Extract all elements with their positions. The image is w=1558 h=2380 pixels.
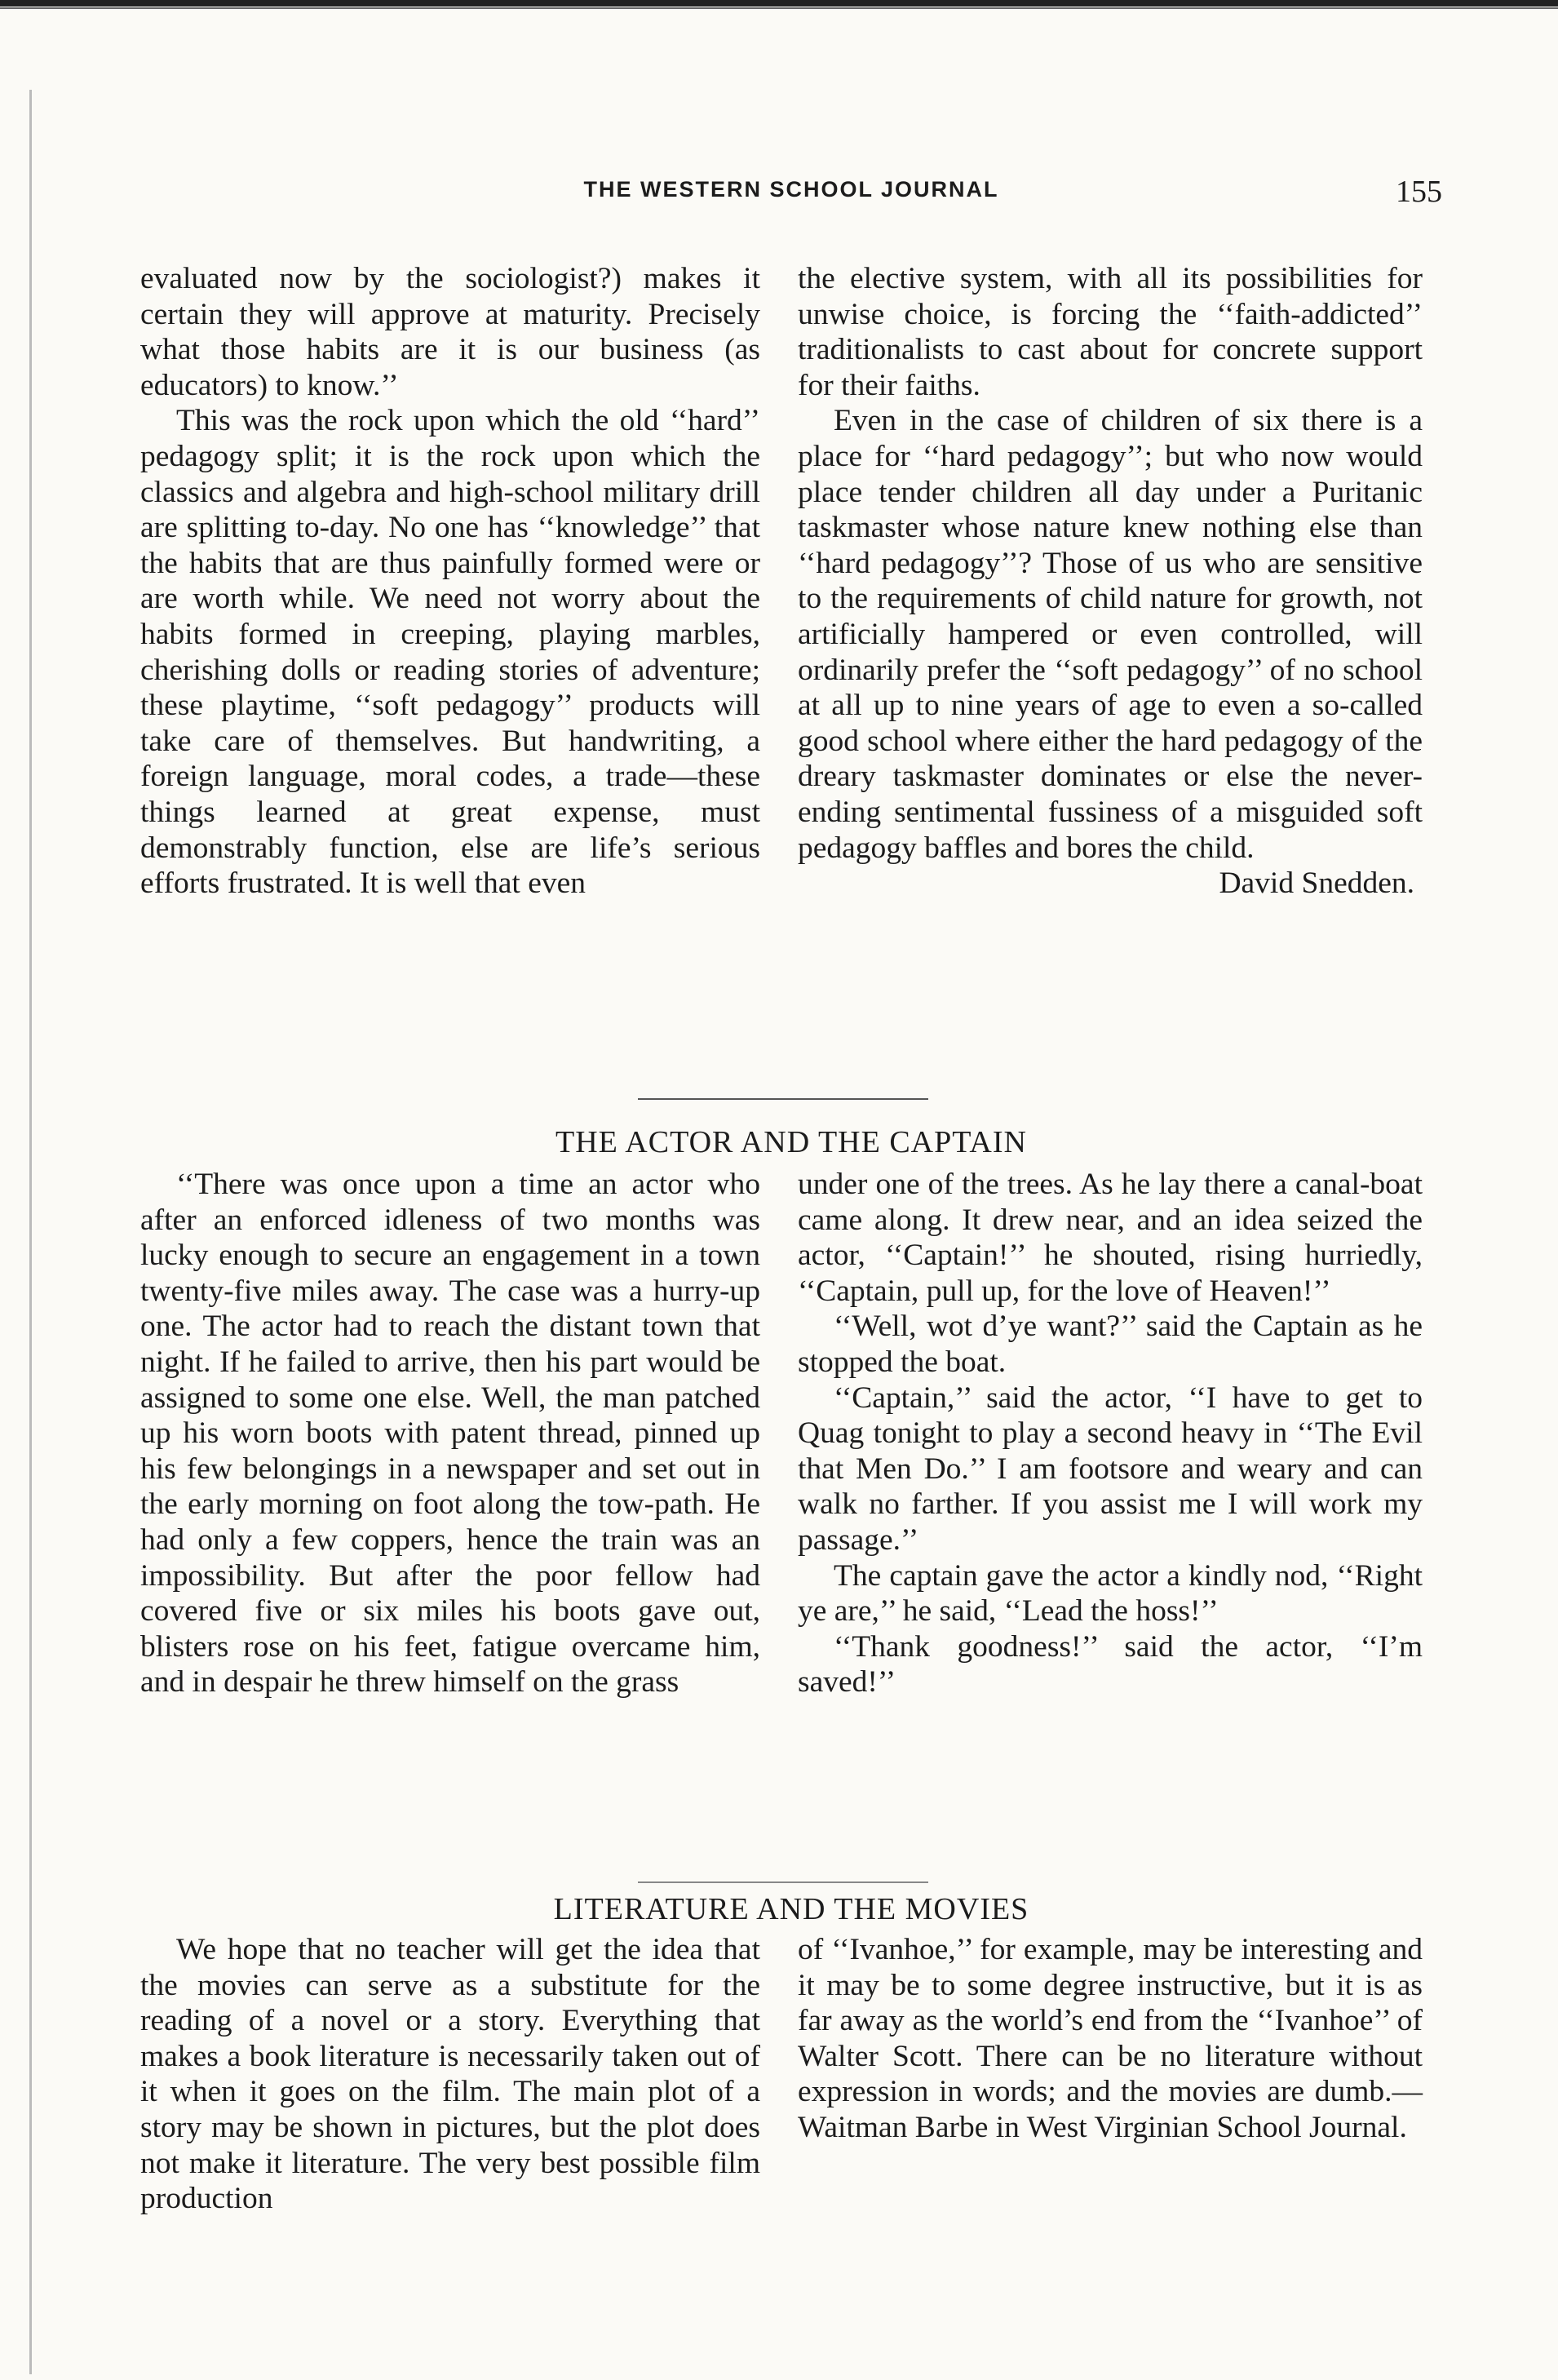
article2-paragraph: ‘‘Thank goodness!’’ said the actor, ‘‘I’m saved!’’ [798,1629,1423,1700]
article1-left-column [140,261,760,902]
journal-title: THE WESTERN SCHOOL JOURNAL [583,177,999,202]
article2-right-column [798,1167,1423,1700]
article1-right-column [798,261,1423,902]
page-left-edge [29,90,32,2374]
article2-paragraph: ‘‘There was once upon a time an actor who after an enforced idleness of two months was lucky enough to secure an engagement in a town twenty-five miles away. The case was a hurry-up one. The actor had to reach the distant town that night. If he failed to arrive, then his part would be assigned to some one else. Well, the man patched up his worn boots with patent thread, pinned up his few belongings in a newspaper and set out in the early morning on foot along the tow-path. He had only a few coppers, hence the train was an impossibility. But after the poor fellow had covered five or six miles his boots gave out, blisters rose on his feet, fatigue overcame him, and in despair he threw himself on the grass [140,1168,760,1700]
article2-paragraph: The captain gave the actor a kindly nod, ‘‘Right ye are,’’ he said, ‘‘Lead the hoss!’’ [798,1558,1423,1629]
article1-signature: David Snedden. [1219,866,1414,901]
page-top-border [0,0,1558,7]
page-number: 155 [1396,175,1442,209]
article1-paragraph: evaluated now by the sociologist?) makes it certain they will approve at maturity. Precisely what those habits are it is our business (as educators) to know.’’ [140,262,760,402]
article3-right-column [798,1932,1423,2146]
article1-paragraph: This was the rock upon which the old ‘‘hard’’ pedagogy split; it is the rock upon which the classics and algebra and high-school military drill are splitting to-day. No one has ‘‘knowledge’’ that the habits that are thus painfully formed were or are worth while. We need not worry about the habits formed in creeping, playing marbles, cherishing dolls or reading stories of adventure; these playtime, ‘‘soft pedagogy’’ products will take care of themselves. But handwriting, a foreign language, moral codes, a trade—these things learned at great expense, must demonstrably function, else are life’s serious efforts frustrated. It is well that even [140,404,760,901]
article1-paragraph: Even in the case of children of six there is a place for ‘‘hard pedagogy’’; but who now would place tender children all day under a Puritanic taskmaster whose nature knew nothing else than ‘‘hard pedagogy’’? Those of us who are sensitive to the requirements of child nature for growth, not artificially hampered or even controlled, will ordinarily prefer the ‘‘soft pedagogy’’ of no school at all up to nine years of age to even a so-called good school where either the hard pedagogy of the dreary taskmaster dominates or else the never-ending sentimental fussiness of a misguided soft pedagogy baffles and bores the child. [798,404,1423,865]
article2-left-column [140,1167,760,1700]
article2-heading: THE ACTOR AND THE CAPTAIN [555,1125,1027,1159]
article2-paragraph: ‘‘Captain,’’ said the actor, ‘‘I have to get to Quag tonight to play a second heavy in ‘‘The Evil that Men Do.’’ I am footsore and weary and can walk no farther. If you assist me I will work my passage.’’ [798,1381,1423,1557]
running-head [139,174,1444,215]
article3-heading: LITERATURE AND THE MOVIES [553,1892,1029,1926]
article1-paragraph: the elective system, with all its possibilities for unwise choice, is forcing the ‘‘faith-addicted’’ traditionalists to cast about for concrete support for their faiths. [798,262,1423,402]
article3-left-column [140,1932,760,2217]
section-divider [638,1098,928,1100]
page-top-border-thin [0,7,1558,9]
section-divider [638,1881,928,1883]
article3-paragraph: of ‘‘Ivanhoe,’’ for example, may be interesting and it may be to some degree instructive, but it is as far away as the world’s end from the ‘‘Ivanhoe’’ of Walter Scott. There can be no literature without expression in words; and the movies are dumb.—Waitman Barbe in West Virginian School Journal. [798,1933,1423,2144]
article2-paragraph: under one of the trees. As he lay there a canal-boat came along. It drew near, and an idea seized the actor, ‘‘Captain!’’ he shouted, rising hurriedly, ‘‘Captain, pull up, for the love of Heaven!’’ [798,1168,1423,1308]
article2-paragraph: ‘‘Well, wot d’ye want?’’ said the Captain as he stopped the boat. [798,1310,1423,1379]
article3-paragraph: We hope that no teacher will get the idea that the movies can serve as a substitute for the reading of a novel or a story. Everything that makes a book literature is necessarily taken out of it when it goes on the film. The main plot of a story may be shown in pictures, but the plot does not make it literature. The very best possible film production [140,1933,760,2216]
